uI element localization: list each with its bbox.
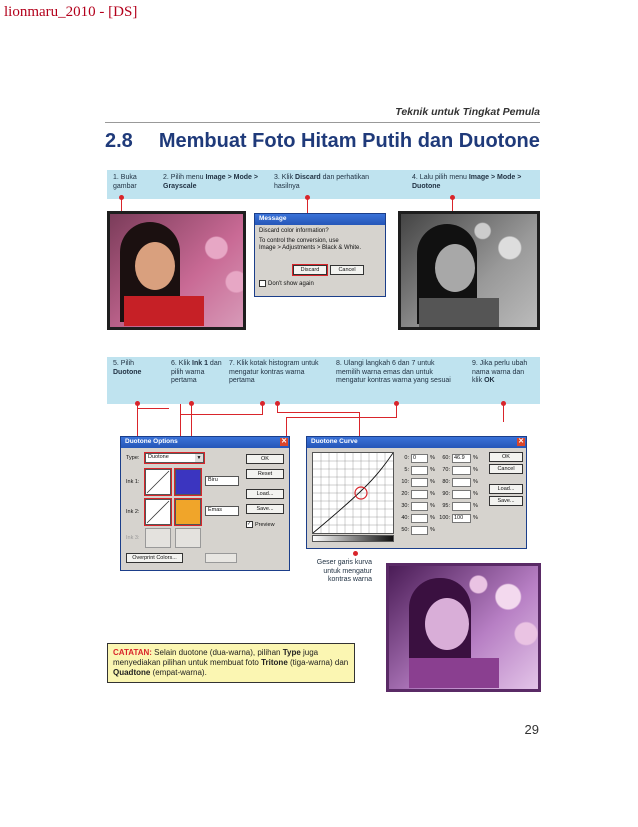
curve-value-row [397,488,487,500]
curve-point-field[interactable] [411,502,428,511]
preview-label: Preview [255,521,275,528]
dont-show-label: Don't show again [268,280,314,287]
connector [277,412,360,413]
percent-label: % [473,503,478,509]
curve-value-row [397,500,487,512]
ink3-label: Ink 3: [126,535,140,541]
connector [137,408,169,409]
ink1-color-swatch[interactable] [175,469,201,495]
connector-dot [275,401,280,406]
connector [503,404,504,422]
cancel-button[interactable]: Cancel [489,464,523,474]
curve-point-field[interactable]: 100 [452,514,471,523]
connector-dot [189,401,194,406]
curve-point-label: 10: [401,479,409,485]
percent-label: % [473,515,478,521]
type-label: Type: [126,455,140,461]
connector [180,414,263,415]
gradient-bar [312,535,394,542]
photo-grayscale [398,211,540,330]
duotone-options-dialog [120,436,290,571]
curve-point-label: 5: [404,467,409,473]
curve-thumbnail-icon [146,500,170,524]
step-7: 7. Klik kotak histogram untuk mengatur kontras warna pertama [229,360,319,384]
curve-point-label: 80: [442,479,450,485]
curve-point-label: 20: [401,491,409,497]
curve-thumbnail-icon [146,470,170,494]
step-1: 1. Buka gambar [113,174,137,190]
overprint-swatch [205,553,237,563]
curve-point-field[interactable] [452,490,471,499]
curve-point-label: 100: [439,515,450,521]
connector-dot [305,195,310,200]
header-rule [105,122,540,123]
curve-point-field[interactable] [452,466,471,475]
duotone-curve-dialog [306,436,527,549]
step-4: 4. Lalu pilih menu Image > Mode > Duotone [412,174,522,190]
curve-point-label: 95: [442,503,450,509]
ink2-color-swatch[interactable] [175,499,201,525]
ink3-color-swatch [175,528,201,548]
note-label: CATATAN: [113,648,152,657]
connector-dot [450,195,455,200]
curve-point-field[interactable] [452,502,471,511]
percent-label: % [430,467,435,473]
preview-checkbox[interactable]: ✓ [247,521,252,527]
curve-value-row [397,512,487,524]
close-icon[interactable]: ✕ [518,438,524,445]
close-icon[interactable]: ✕ [281,438,287,445]
ink2-label: Ink 2: [126,509,140,515]
curve-value-row [397,464,487,476]
connector-dot [119,195,124,200]
running-header: Teknik untuk Tingkat Pemula [395,106,540,118]
step-9: 9. Jika perlu ubah nama warna dan klik OK [472,360,528,384]
section-number: 2.8 [105,130,133,152]
ink2-curve-box[interactable] [145,499,171,525]
curve-point-field[interactable] [411,526,428,535]
message-line-2: To control the conversion, use [259,238,339,244]
step-2: 2. Pilih menu Image > Mode > Grayscale [163,174,258,190]
message-dialog [254,213,386,297]
message-line-3: Image > Adjustments > Black & White. [259,245,362,251]
step-8: 8. Ulangi langkah 6 dan 7 untuk memilih warna emas dan untuk mengatur kontras warna yang sesuai [336,360,451,384]
curve-point-label: 0: [404,455,409,461]
dialog-title: Duotone Curve ✕ [307,437,526,448]
watermark: lionmaru_2010 - [DS] [4,4,138,20]
curve-point-field[interactable]: 46.9 [452,454,471,463]
curve-point-field[interactable] [452,478,471,487]
percent-label: % [473,455,478,461]
step-5: 5. Pilih Duotone [113,360,142,376]
curve-value-row [397,524,487,536]
percent-label: % [473,491,478,497]
curve-point-label: 70: [442,467,450,473]
ink2-name-field[interactable]: Emas [205,506,239,516]
dont-show-checkbox[interactable] [259,280,266,287]
percent-label: % [430,455,435,461]
curve-value-row [397,476,487,488]
curve-caption: Geser garis kurva untuk mengatur kontras warna [316,559,372,583]
percent-label: % [430,479,435,485]
connector-dot [501,401,506,406]
curve-point-field[interactable] [411,466,428,475]
connector-dot [394,401,399,406]
curve-point-field[interactable]: 0 [411,454,428,463]
overprint-colors-button[interactable]: Overprint Colors... [126,553,183,563]
cancel-button[interactable]: Cancel [330,265,364,275]
curve-value-row [397,452,487,464]
ink1-label: Ink 1: [126,479,140,485]
save-button[interactable]: Save... [489,496,523,506]
load-button[interactable]: Load... [246,489,284,499]
percent-label: % [430,491,435,497]
curve-point-label: 40: [401,515,409,521]
load-button[interactable]: Load... [489,484,523,494]
ok-button[interactable]: OK [489,452,523,462]
discard-button[interactable]: Discard [293,265,327,275]
curve-point-label: 50: [401,527,409,533]
connector-dot [353,551,358,556]
save-button[interactable]: Save... [246,504,284,514]
curve-point-field[interactable] [411,514,428,523]
ok-button[interactable]: OK [246,454,284,464]
curve-point-label: 60: [442,455,450,461]
connector-dot [260,401,265,406]
ink1-curve-box[interactable] [145,469,171,495]
curve-point-field[interactable] [411,478,428,487]
connector [286,417,397,418]
connector [137,404,138,440]
curve-graph[interactable] [312,452,394,534]
type-select[interactable]: Duotone ▼ [145,453,204,463]
photo-color [107,211,246,330]
percent-label: % [473,467,478,473]
reset-button[interactable]: Reset [246,469,284,479]
step-3: 3. Klik Discard dan perhatikan hasilnya [274,174,369,190]
percent-label: % [430,515,435,521]
percent-label: % [473,479,478,485]
curve-point-label: 30: [401,503,409,509]
step-6: 6. Klik Ink 1 dan pilih warna pertama [171,360,222,384]
message-line-1: Discard color information? [259,228,329,234]
connector-dot [135,401,140,406]
ink3-curve-box [145,528,171,548]
curve-point-label: 90: [442,491,450,497]
photo-duotone [386,563,541,692]
dialog-title: Duotone Options ✕ [121,437,289,448]
ink1-name-field[interactable]: Biru [205,476,239,486]
page-number: 29 [524,722,539,737]
curve-values [397,452,487,536]
percent-label: % [430,503,435,509]
dialog-title: Message [255,214,385,225]
chevron-down-icon: ▼ [196,455,202,461]
percent-label: % [430,527,435,533]
note-box: CATATAN: Selain duotone (dua-warna), pilihan Type juga menyediakan pilihan untuk membuat foto Tritone (tiga-warna) dan Quadtone (empat-warna). [107,643,355,683]
section-title [105,130,540,153]
section-title-text: Membuat Foto Hitam Putih dan Duotone [158,130,540,152]
curve-point-field[interactable] [411,490,428,499]
